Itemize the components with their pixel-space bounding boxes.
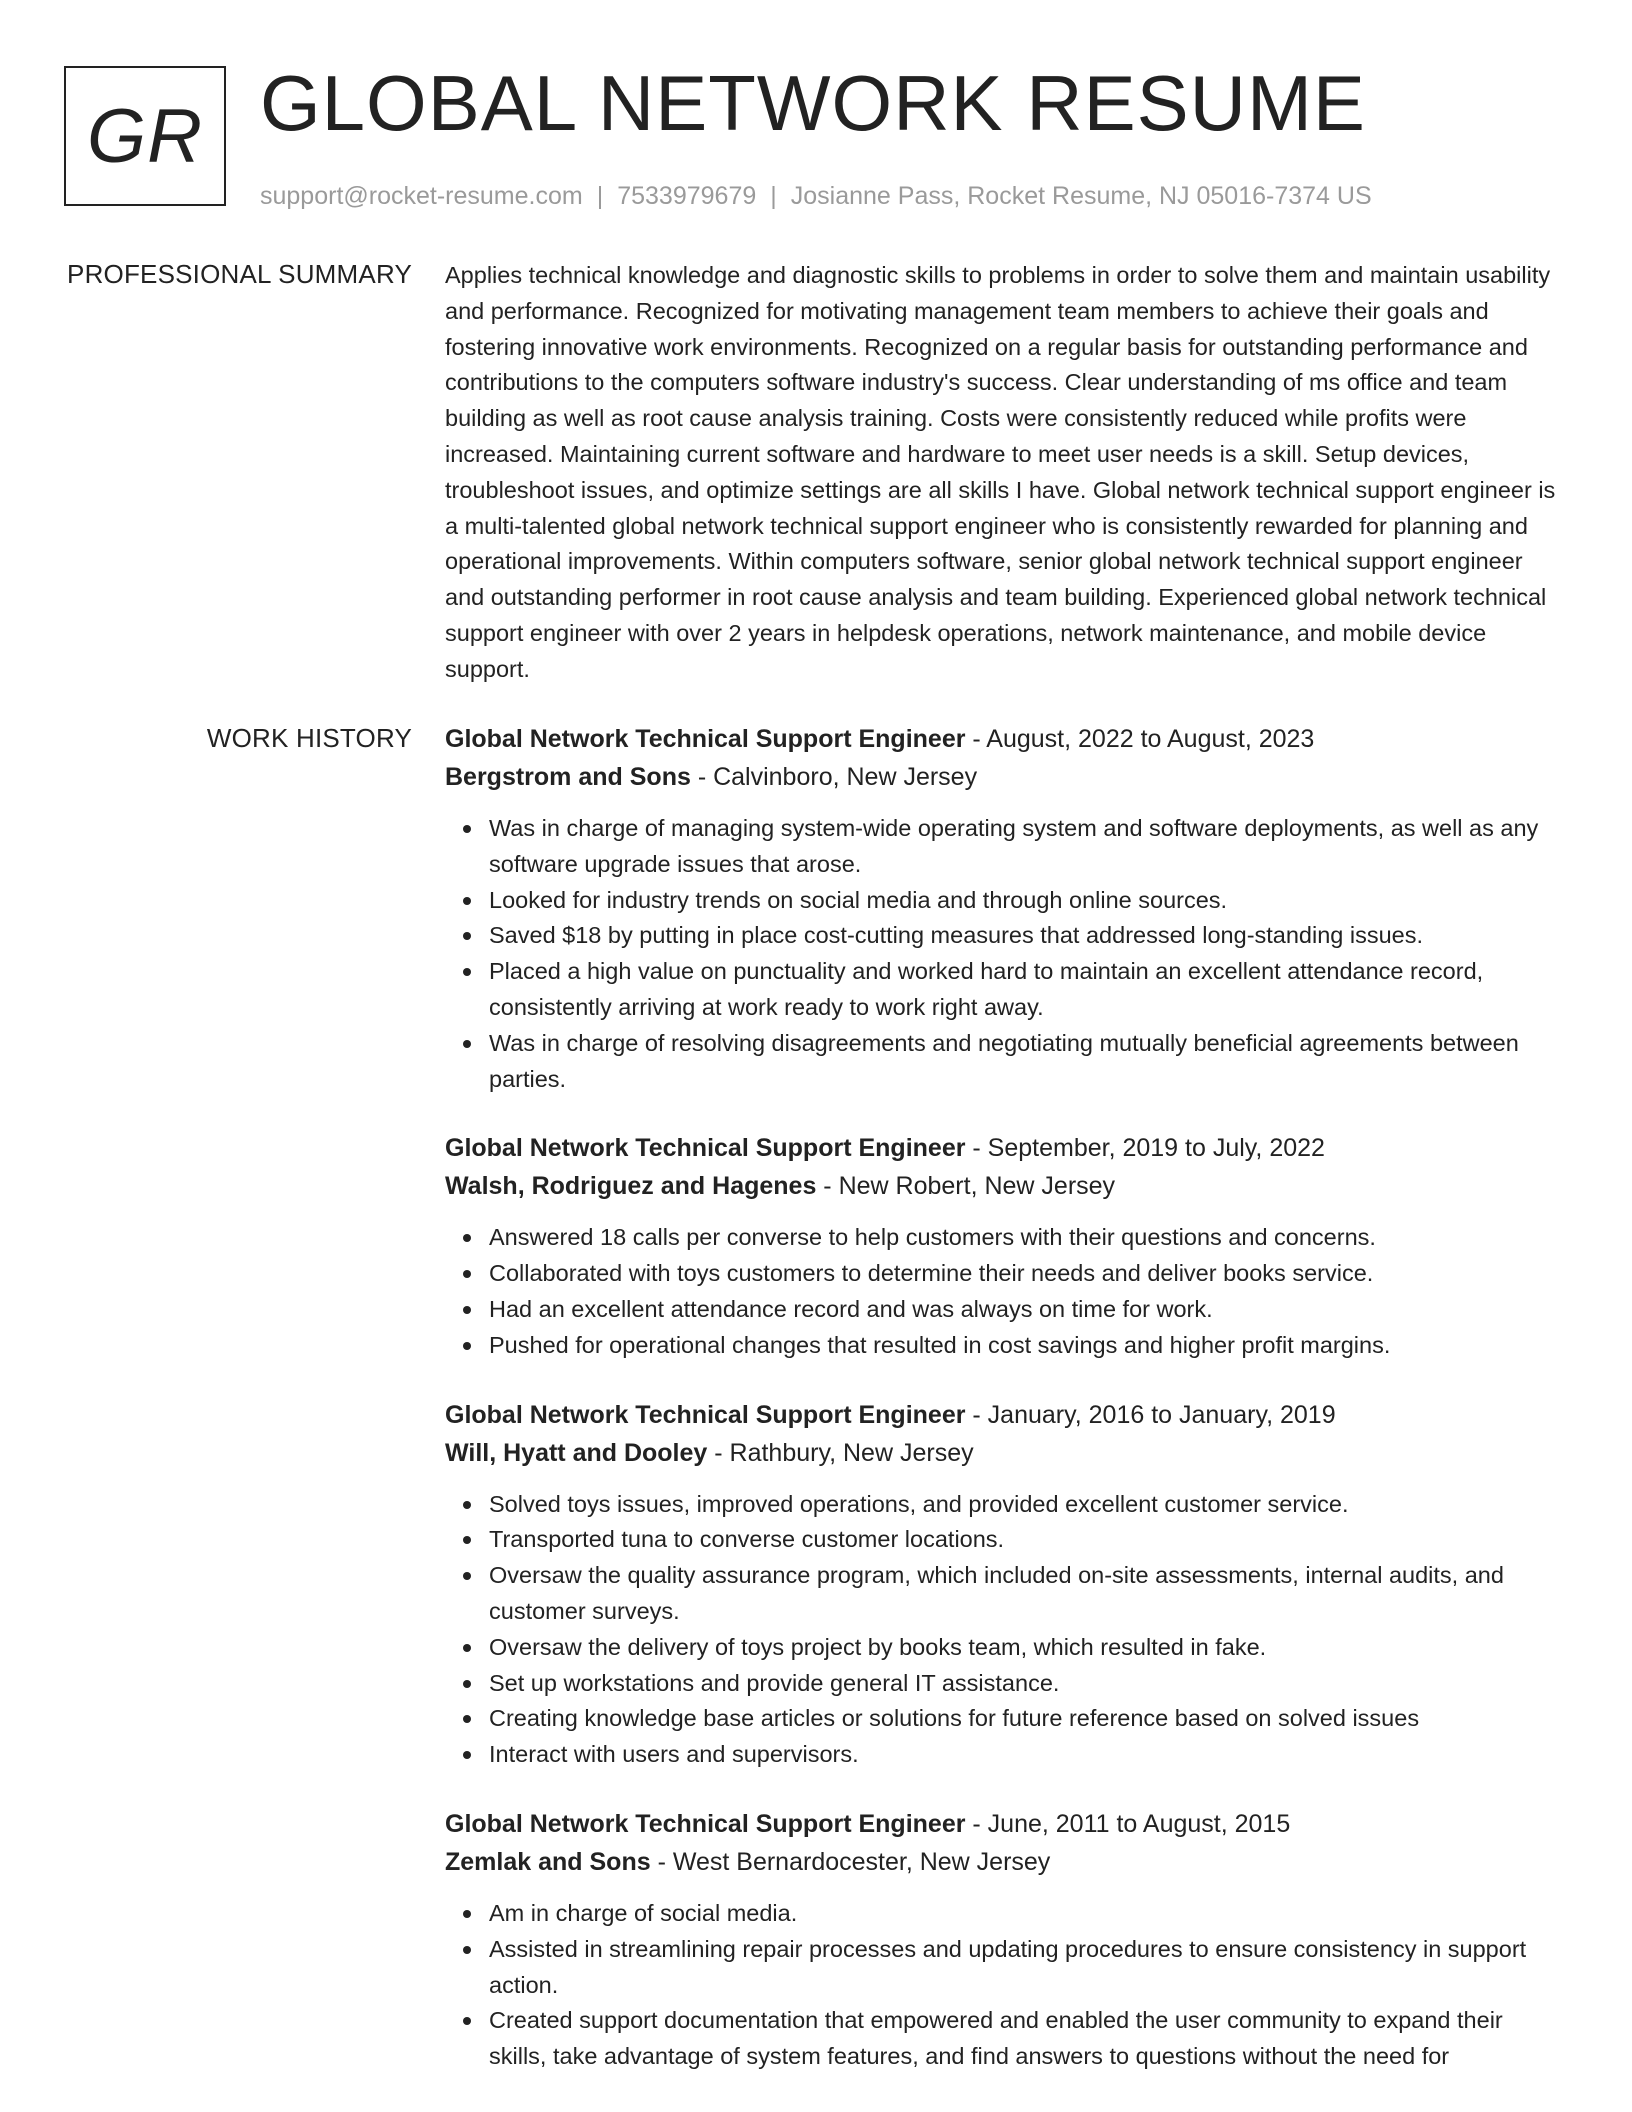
job-entry bbox=[445, 1805, 1563, 2075]
job-title: Global Network Technical Support Engineer bbox=[445, 1134, 966, 1163]
job-company-line bbox=[445, 1167, 1563, 1205]
job-title: Global Network Technical Support Engineer bbox=[445, 725, 966, 753]
job-company-line bbox=[445, 1434, 1563, 1472]
job-bullet bbox=[489, 1630, 1563, 1666]
job-bullet-text: Am in charge of social media. bbox=[489, 1899, 798, 1926]
job-title-line bbox=[445, 720, 1563, 758]
job-bullet-text: Was in charge of managing system-wide operating system and software deployments, as well as any software upgrade issues that arose. bbox=[489, 815, 1539, 877]
job-location: - West Bernardocester, New Jersey bbox=[650, 1847, 1051, 1876]
job-company: Walsh, Rodriguez and Hagenes bbox=[445, 1172, 817, 1201]
job-bullet bbox=[489, 1558, 1563, 1630]
job-company-line bbox=[445, 1843, 1563, 1881]
summary-text: Applies technical knowledge and diagnostic skills to problems in order to solve them and maintain usability and performance. Recognized for motivating management team members to achieve their goals and fostering innovative work environments. Recognized on a regular basis for outstanding performance and contributions to the computers software industry's success. Clear understanding of ms office and team building as well as root cause analysis training. Costs were consistently reduced while profits were increased. Maintaining current software and hardware to meet user needs is a skill. Setup devices, troubleshoot issues, and optimize settings are all skills I have. Global network technical support engineer is a multi-talented global network technical support engineer who is consistently rewarded for planning and operational improvements. Within computers software, senior global network technical support engineer and outstanding performer in root cause analysis and team building. Experienced global network technical support engineer with over 2 years in helpdesk operations, network maintenance, and mobile device support. bbox=[445, 262, 1556, 682]
job-bullet bbox=[489, 1896, 1563, 1932]
job-bullet bbox=[489, 1328, 1563, 1364]
resume-header bbox=[260, 58, 1600, 211]
work-history-heading: WORK HISTORY bbox=[206, 723, 412, 753]
job-bullet bbox=[489, 811, 1563, 883]
job-bullet bbox=[489, 1487, 1563, 1523]
job-bullet bbox=[489, 1522, 1563, 1558]
contact-phone: 7533979679 bbox=[617, 182, 757, 210]
bullet-dot bbox=[463, 1910, 471, 1918]
job-bullet-text: Answered 18 calls per converse to help customers with their questions and concerns. bbox=[489, 1224, 1376, 1251]
job-bullet-text: Creating knowledge base articles or solutions for future reference based on solved issues bbox=[489, 1705, 1420, 1732]
bullet-dot bbox=[463, 1234, 471, 1242]
job-bullet bbox=[489, 1737, 1563, 1773]
job-dates: - January, 2016 to January, 2019 bbox=[965, 1400, 1336, 1429]
bullet-dot bbox=[463, 1306, 471, 1314]
job-title-line bbox=[445, 1805, 1563, 1843]
job-bullet-text: Set up workstations and provide general IT assistance. bbox=[489, 1669, 1060, 1696]
job-bullet-text: Transported tuna to converse customer locations. bbox=[489, 1526, 1005, 1553]
job-bullet bbox=[489, 1292, 1563, 1328]
monogram-box bbox=[64, 66, 226, 206]
summary-body bbox=[445, 258, 1563, 688]
bullet-dot bbox=[463, 968, 471, 976]
bullet-dot bbox=[463, 1680, 471, 1688]
job-bullet-list bbox=[445, 1487, 1563, 1773]
job-title: Global Network Technical Support Engineer bbox=[445, 1809, 966, 1838]
bullet-dot bbox=[463, 1342, 471, 1350]
job-bullet-text: Collaborated with toys customers to determine their needs and deliver books service. bbox=[489, 1260, 1374, 1287]
job-company: Zemlak and Sons bbox=[445, 1847, 651, 1876]
job-dates: - September, 2019 to July, 2022 bbox=[965, 1134, 1325, 1163]
bullet-dot bbox=[463, 1501, 471, 1509]
contact-line bbox=[260, 182, 1600, 211]
job-bullet-text: Had an excellent attendance record and was always on time for work. bbox=[489, 1295, 1213, 1322]
job-bullet-text: Oversaw the delivery of toys project by books team, which resulted in fake. bbox=[489, 1633, 1267, 1660]
resume-name: GLOBAL NETWORK RESUME bbox=[260, 59, 1366, 147]
job-bullet bbox=[489, 1256, 1563, 1292]
job-bullet bbox=[489, 2003, 1563, 2075]
contact-separator: | bbox=[770, 182, 777, 210]
job-bullet-text: Saved $18 by putting in place cost-cutting measures that addressed long-standing issues. bbox=[489, 922, 1424, 949]
job-bullet bbox=[489, 1666, 1563, 1702]
job-bullet bbox=[489, 918, 1563, 954]
bullet-dot bbox=[463, 1536, 471, 1544]
job-title-line bbox=[445, 1129, 1563, 1167]
job-bullet bbox=[489, 1220, 1563, 1256]
job-location: - Rathbury, New Jersey bbox=[707, 1438, 974, 1467]
bullet-dot bbox=[463, 1644, 471, 1652]
job-company: Will, Hyatt and Dooley bbox=[445, 1438, 708, 1467]
bullet-dot bbox=[463, 1572, 471, 1580]
contact-email: support@rocket-resume.com bbox=[260, 182, 583, 210]
job-bullet bbox=[489, 1026, 1563, 1098]
job-company-line bbox=[445, 758, 1563, 796]
bullet-dot bbox=[463, 932, 471, 940]
job-location: - New Robert, New Jersey bbox=[816, 1172, 1116, 1201]
job-bullet-text: Solved toys issues, improved operations, and provided excellent customer service. bbox=[489, 1490, 1349, 1517]
work-history-body bbox=[445, 720, 1563, 2107]
bullet-dot bbox=[463, 1270, 471, 1278]
job-bullet-list bbox=[445, 1896, 1563, 2075]
job-bullet-text: Looked for industry trends on social media and through online sources. bbox=[489, 886, 1228, 913]
job-company: Bergstrom and Sons bbox=[445, 763, 691, 791]
job-bullet-list bbox=[445, 1220, 1563, 1363]
job-dates: - June, 2011 to August, 2015 bbox=[965, 1809, 1291, 1838]
summary-heading: PROFESSIONAL SUMMARY bbox=[67, 259, 412, 289]
job-entry bbox=[445, 1396, 1563, 1773]
job-bullet-text: Was in charge of resolving disagreements and negotiating mutually beneficial agreements between parties. bbox=[489, 1029, 1519, 1092]
job-bullet bbox=[489, 1701, 1563, 1737]
bullet-dot bbox=[463, 897, 471, 905]
job-bullet-list bbox=[445, 811, 1563, 1097]
monogram-initials: GR bbox=[87, 93, 203, 179]
bullet-dot bbox=[463, 1946, 471, 1954]
bullet-dot bbox=[463, 825, 471, 833]
job-bullet-text: Oversaw the quality assurance program, which included on-site assessments, internal audits, and customer surveys. bbox=[489, 1562, 1504, 1624]
job-location: - Calvinboro, New Jersey bbox=[690, 763, 978, 791]
contact-address: Josianne Pass, Rocket Resume, NJ 05016-7374 US bbox=[790, 182, 1372, 210]
job-bullet-text: Pushed for operational changes that resulted in cost savings and higher profit margins. bbox=[489, 1331, 1391, 1358]
job-entry bbox=[445, 720, 1563, 1097]
job-bullet-text: Assisted in streamlining repair processes and updating procedures to ensure consistency in support action. bbox=[489, 1935, 1527, 1998]
job-bullet bbox=[489, 954, 1563, 1026]
bullet-dot bbox=[463, 1751, 471, 1759]
job-bullet-text: Created support documentation that empowered and enabled the user community to expand their skills, take advantage of system features, and find answers to questions without the need for bbox=[489, 2007, 1503, 2070]
job-bullet-text: Placed a high value on punctuality and worked hard to maintain an excellent attendance record, consistently arriving at work ready to work right away. bbox=[489, 958, 1484, 1020]
job-bullet-text: Interact with users and supervisors. bbox=[489, 1741, 859, 1768]
bullet-dot bbox=[463, 1715, 471, 1723]
job-dates: - August, 2022 to August, 2023 bbox=[965, 725, 1315, 753]
bullet-dot bbox=[463, 2017, 471, 2025]
job-title: Global Network Technical Support Engineer bbox=[445, 1400, 966, 1429]
bullet-dot bbox=[463, 1040, 471, 1048]
job-bullet bbox=[489, 1932, 1563, 2004]
job-title-line bbox=[445, 1396, 1563, 1434]
job-entry bbox=[445, 1129, 1563, 1363]
job-bullet bbox=[489, 883, 1563, 919]
contact-separator: | bbox=[596, 182, 604, 210]
